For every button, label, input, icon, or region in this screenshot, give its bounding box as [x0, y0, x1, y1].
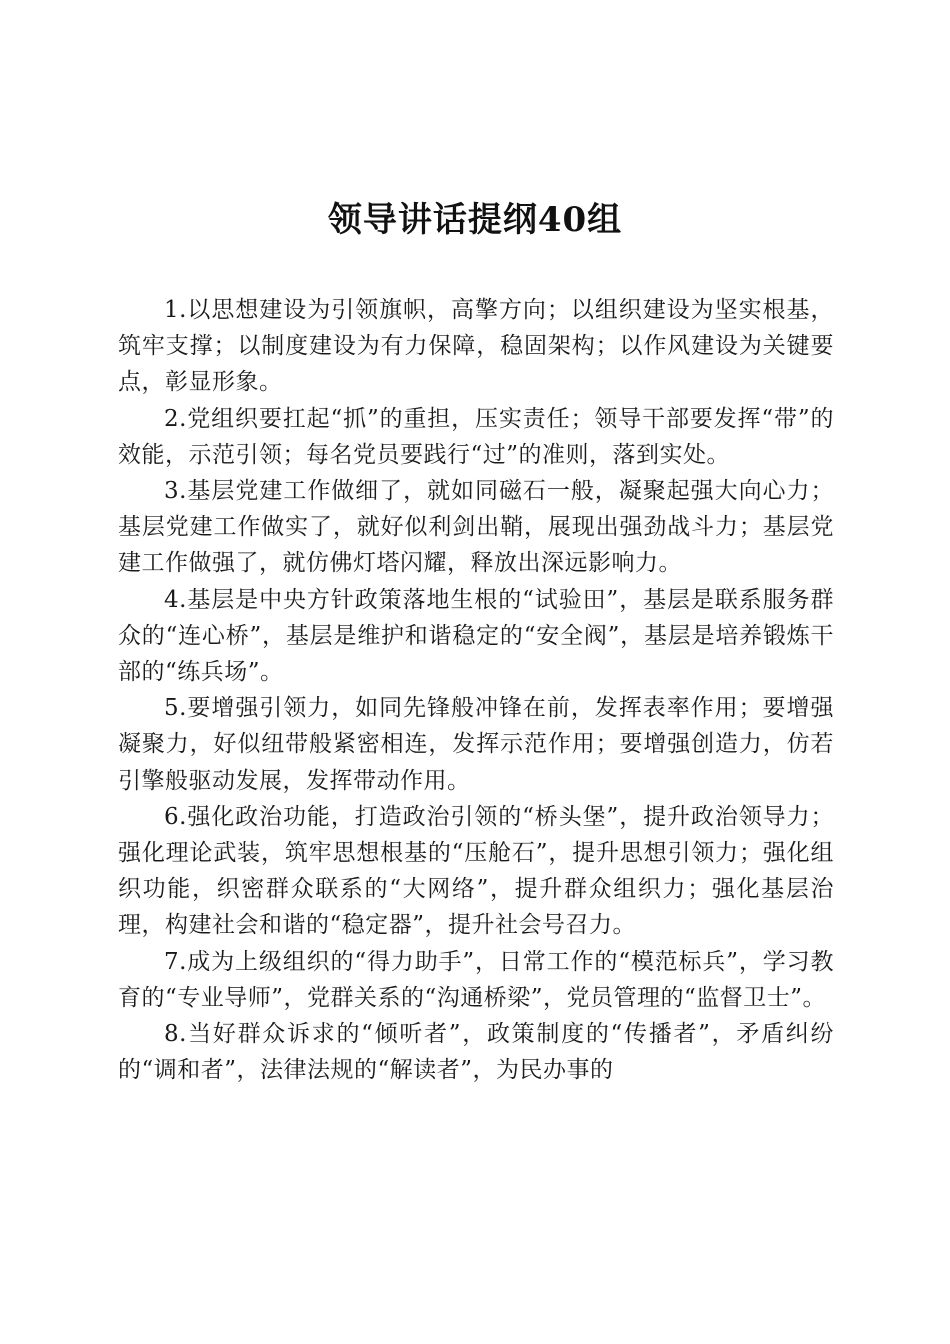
page-title: 领导讲话提纲40组 [327, 200, 623, 240]
paragraph-6: 6.强化政治功能，打造政治引领的“桥头堡”，提升政治领导力；强化理论武装，筑牢思想根基的“压舱石”，提升思想引领力；强化组织功能，织密群众联系的“大网络”，提升群众组织力；强化基层治理，构建社会和谐的“稳定器”，提升社会号召力。 [118, 803, 834, 939]
paragraph-3: 3.基层党建工作做细了，就如同磁石一般，凝聚起强大向心力；基层党建工作做实了，就好似利剑出鞘，展现出强劲战斗力；基层党建工作做强了，就仿佛灯塔闪耀，释放出深远影响力。 [118, 478, 834, 577]
paragraph-1: 1.以思想建设为引领旗帜，高擎方向；以组织建设为坚实根基，筑牢支撑；以制度建设为有力保障，稳固架构；以作风建设为关键要点，彰显形象。 [118, 297, 834, 396]
paragraph-7: 7.成为上级组织的“得力助手”，日常工作的“模范标兵”，学习教育的“专业导师”，党群关系的“沟通桥梁”，党员管理的“监督卫士”。 [118, 948, 834, 1011]
paragraph-8: 8.当好群众诉求的“倾听者”，政策制度的“传播者”，矛盾纠纷的“调和者”，法律法规的“解读者”，为民办事的 [118, 1021, 834, 1084]
paragraph-4: 4.基层是中央方针政策落地生根的“试验田”，基层是联系服务群众的“连心桥”，基层是维护和谐稳定的“安全阀”，基层是培养锻炼干部的“练兵场”。 [118, 586, 834, 686]
document-body [118, 292, 834, 1088]
paragraph-2: 2.党组织要扛起“抓”的重担，压实责任；领导干部要发挥“带”的效能，示范引领；每名党员要践行“过”的准则，落到实处。 [118, 405, 834, 468]
paragraph-5: 5.要增强引领力，如同先锋般冲锋在前，发挥表率作用；要增强凝聚力，好似纽带般紧密相连，发挥示范作用；要增强创造力，仿若引擎般驱动发展，发挥带动作用。 [118, 695, 834, 794]
